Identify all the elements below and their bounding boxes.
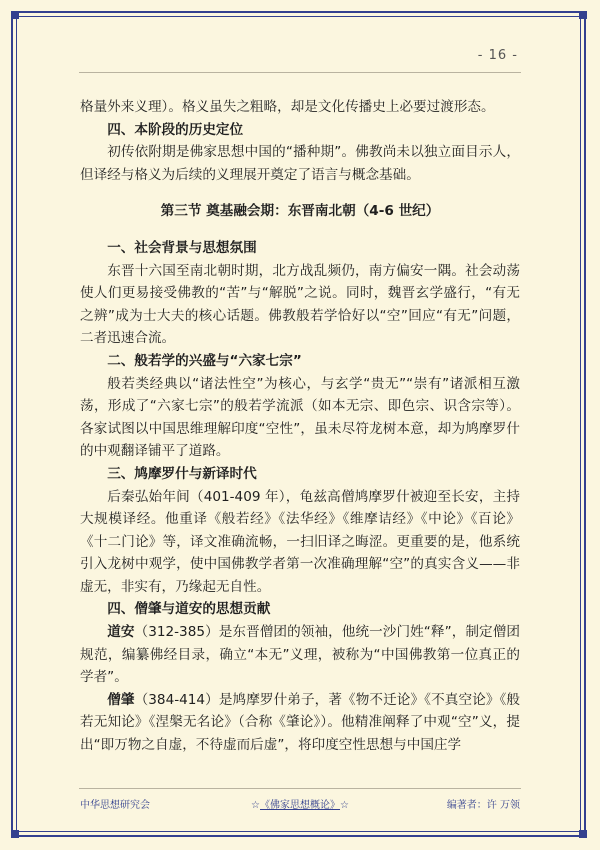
heading-social-background: 一、社会背景与思想氛围 [107, 239, 257, 256]
footer-rule [79, 788, 521, 789]
text-sengzhao: （384-414）是鸠摩罗什弟子，著《物不迁论》《不真空论》《般若无知论》《涅槃无名论》（合称《肇论》）。他精准阐释了中观“空”义，提出“即万物之自虚，不待虚而后虚”，将印度空性思想与中国庄学 [80, 691, 521, 754]
document-body [80, 96, 520, 757]
footer-organization: 中华思想研究会 [80, 800, 150, 811]
page-number: - 16 - [477, 48, 518, 63]
paragraph-social-background: 东晋十六国至南北朝时期，北方战乱频仍，南方偏安一隅。社会动荡使人们更易接受佛教的“苦”与“解脱”之说。同时，魏晋玄学盛行，“有无之辨”成为士大夫的核心话题。佛教般若学恰好以“空”回应“有无”问题，二者迅速合流。 [80, 262, 520, 347]
star-icon: ☆ [251, 800, 260, 811]
section-title: 第三节 奠基融会期：东晋南北朝（4-6 世纪） [160, 203, 440, 220]
footer-book-link[interactable]: 《佛家思想概论》 [260, 800, 340, 811]
star-icon: ☆ [340, 800, 349, 811]
heading-prajna: 二、般若学的兴盛与“六家七宗” [107, 352, 302, 369]
heading-historical-positioning: 四、本阶段的历史定位 [107, 121, 244, 138]
header-rule [79, 72, 521, 73]
paragraph-kumarajiva: 后秦弘始年间（401-409 年），龟兹高僧鸠摩罗什被迎至长安，主持大规模译经。他重译《般若经》《法华经》《维摩诘经》《中论》《百论》《十二门论》等，译文准确流畅，一扫旧译之晦涩。更重要的是，他系统引入龙树中观学，使中国佛教学者第一次准确理解“空”的真实含义——非虚无，非实有，乃缘起无自性。 [80, 488, 520, 595]
frame-corner-bottom-left [11, 830, 19, 838]
paragraph-continued: 格量外来义理）。格义虽失之粗略，却是文化传播史上必要过渡形态。 [80, 99, 495, 115]
text-daoan: （312-385）是东晋僧团的领袖，他统一沙门姓“释”，制定僧团规范，编纂佛经目录，确立“本无”义理，被称为“中国佛教第一位真正的学者”。 [80, 624, 520, 686]
footer-author: 编著者：许 万领 [446, 800, 520, 811]
paragraph-daoan [80, 621, 520, 689]
heading-kumarajiva: 三、鸠摩罗什与新译时代 [107, 465, 257, 482]
paragraph-prajna: 般若类经典以“诸法性空”为核心，与玄学“贵无”“崇有”诸派相互激荡，形成了“六家七宗”的般若学流派（如本无宗、即色宗、识含宗等）。各家试图以中国思维理解印度“空性”，虽未尽符龙树本意，却为鸠摩罗什的中观翻译铺平了道路。 [80, 375, 520, 460]
heading-sengzhao-daoan: 四、僧肇与道安的思想贡献 [107, 601, 271, 618]
name-daoan: 道安 [107, 624, 135, 641]
frame-corner-top-left [11, 11, 19, 19]
frame-corner-top-right [579, 11, 587, 19]
name-sengzhao: 僧肇 [107, 691, 135, 708]
paragraph-positioning: 初传依附期是佛家思想中国的“播种期”。佛教尚未以独立面目示人，但译经与格义为后续的义理展开奠定了语言与概念基础。 [80, 144, 520, 183]
frame-corner-bottom-right [579, 830, 587, 838]
paragraph-sengzhao [80, 689, 520, 757]
